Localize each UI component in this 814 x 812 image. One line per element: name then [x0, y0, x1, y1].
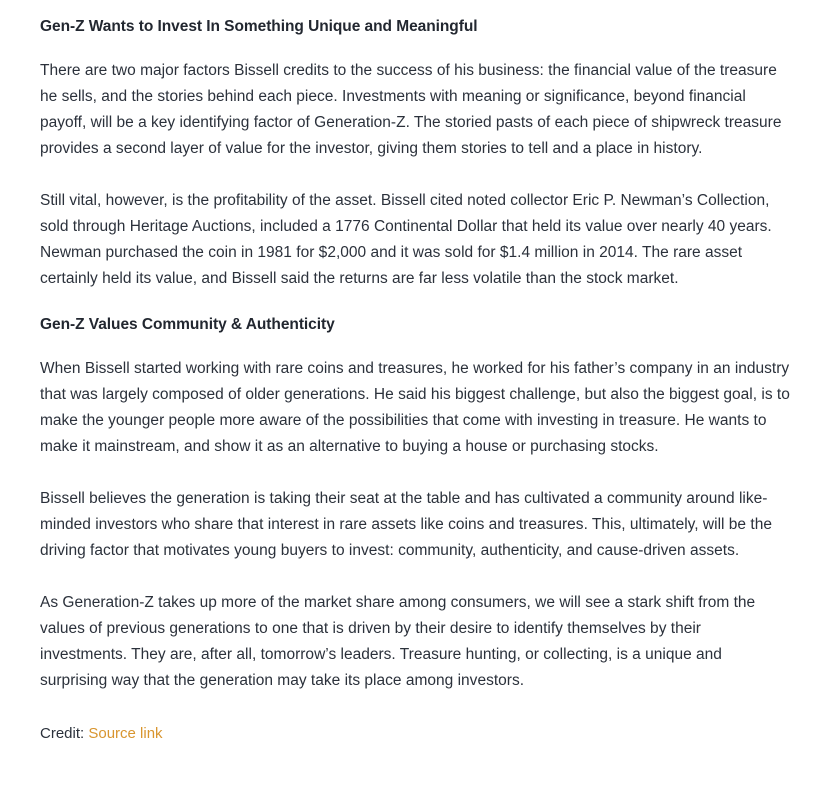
- section-2: [40, 304, 792, 342]
- paragraph: Still vital, however, is the profitability of the asset. Bissell cited noted collector Eric P. Newman’s Collection, sold through Heritage Auctions, included a 1776 Continental Dollar that held its value over nearly 40 years. Newman purchased the coin in 1981 for $2,000 and it was sold for $1.4 million in 2014. The rare asset certainly held its value, and Bissell said the returns are far less volatile than the stock market.: [40, 192, 772, 287]
- paragraph: When Bissell started working with rare coins and treasures, he worked for his father’s company in an industry that was largely composed of older generations. He said his biggest challenge, but also the biggest goal, is to make the younger people more aware of the possibilities that come with investing in treasure. He wants to make it mainstream, and show it as an alternative to buying a house or purchasing stocks.: [40, 360, 790, 455]
- credit-line: [40, 706, 792, 746]
- section-1: [40, 6, 792, 44]
- source-link[interactable]: Source link: [88, 725, 163, 742]
- credit-label: Credit:: [40, 725, 85, 742]
- section-heading-gen-z-community: Gen-Z Values Community & Authenticity: [40, 316, 335, 333]
- paragraph: There are two major factors Bissell credits to the success of his business: the financial value of the treasure he sells, and the stories behind each piece. Investments with meaning or significance, beyond financial payoff, will be a key identifying factor of Generation-Z. The storied pasts of each piece of shipwreck treasure provides a second layer of value for the investor, giving them stories to tell and a place in history.: [40, 62, 782, 157]
- paragraph: Bissell believes the generation is taking their seat at the table and has cultivated a community around like-minded investors who share that interest in rare assets like coins and treasures. This, ultimately, will be the driving factor that motivates young buyers to invest: community, authenticity, and cause-driven assets.: [40, 490, 772, 559]
- paragraph: As Generation-Z takes up more of the market share among consumers, we will see a stark shift from the values of previous generations to one that is driven by their desire to identify themselves by their investments. They are, after all, tomorrow’s leaders. Treasure hunting, or collecting, is a unique and surprising way that the generation may take its place among investors.: [40, 594, 756, 689]
- section-heading-gen-z-unique: Gen-Z Wants to Invest In Something Unique and Meaningful: [40, 18, 478, 35]
